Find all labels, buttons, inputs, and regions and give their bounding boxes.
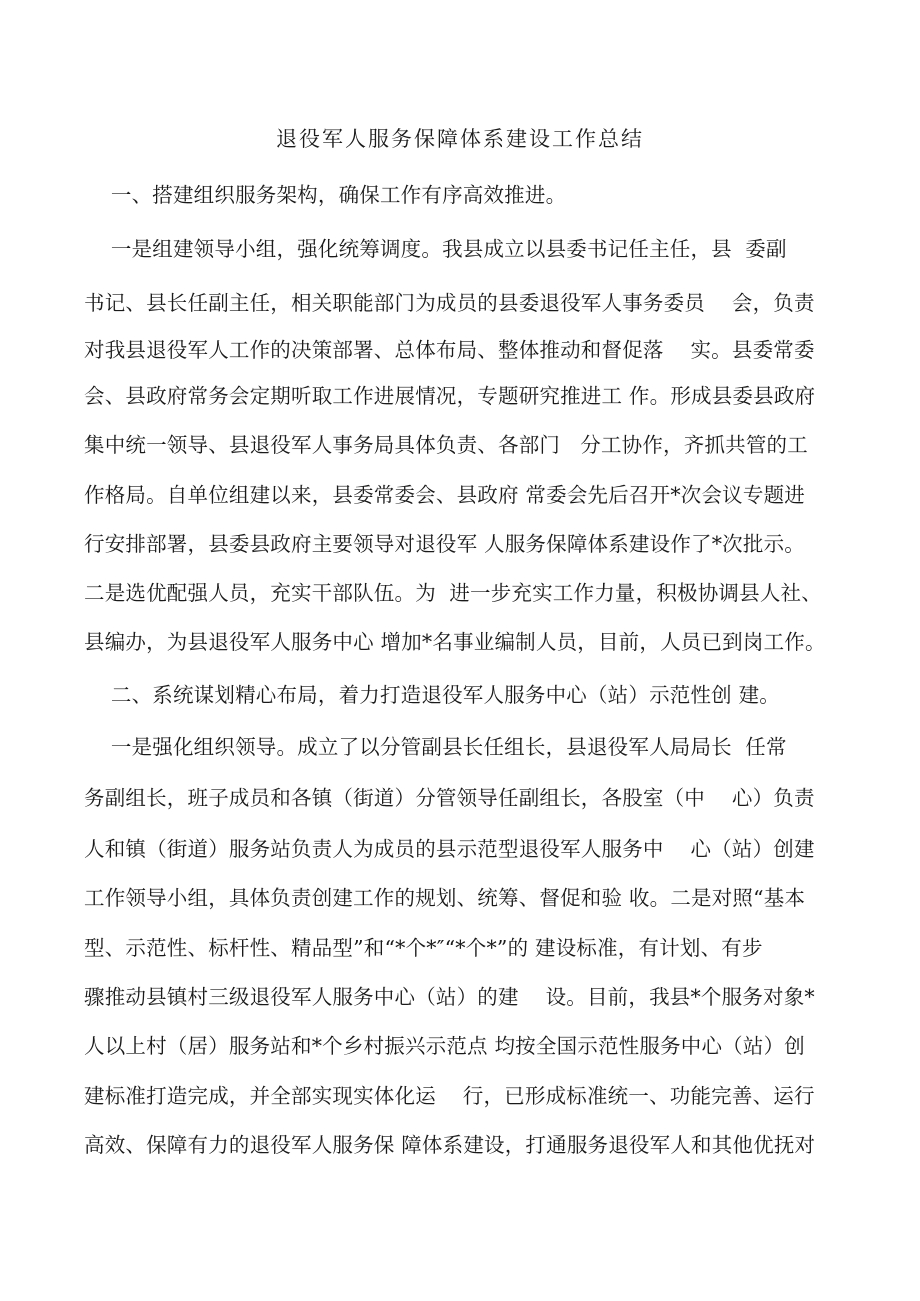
document-title: 退役军人服务保障体系建设工作总结 [276, 127, 644, 151]
paragraph-line: 书记、县长任副主任，相关职能部门为成员的县委退役军人事务委员 会，负责 [84, 291, 815, 315]
paragraph-line: 县编办，为县退役军人服务中心 增加*名事业编制人员，目前，人员已到岗工作。 [84, 630, 826, 654]
paragraph-line: 会、县政府常务会定期听取工作进展情况，专题研究推进工 作。形成县委县政府 [84, 384, 816, 408]
paragraph-line: 人以上村（居）服务站和*个乡村振兴示范点 均按全国示范性服务中心（站）创 [84, 1034, 805, 1058]
paragraph-line: 二、系统谋划精心布局，着力打造退役军人服务中心（站）示范性创 建。 [84, 683, 780, 707]
paragraph-line: 骤推动县镇村三级退役军人服务中心（站）的建 设。目前，我县*个服务对象* [84, 985, 815, 1009]
paragraph-line: 行安排部署，县委县政府主要领导对退役军 人服务保障体系建设作了*次批示。 [84, 532, 805, 556]
paragraph-line: 集中统一领导、县退役军人事务局具体负责、各部门 分工协作，齐抓共管的工 [84, 433, 808, 457]
paragraph-line: 务副组长，班子成员和各镇（街道）分管领导任副组长，各股室（中 心）负责 [84, 786, 815, 810]
paragraph-line: 一、搭建组织服务架构，确保工作有序高效推进。 [84, 183, 567, 207]
paragraph-line: 高效、保障有力的退役军人服务保 障体系建设，打通服务退役军人和其他优抚对 [84, 1133, 816, 1157]
paragraph-line: 作格局。自单位组建以来，县委常委会、县政府 常委会先后召开*次会议专题进 [84, 483, 805, 507]
paragraph-line: 工作领导小组，具体负责创建工作的规划、统筹、督促和验 收。二是对照“基本 [84, 886, 806, 910]
paragraph-line: 一是组建领导小组，强化统筹调度。我县成立以县委书记任主任，县 委副 [84, 237, 787, 261]
paragraph-line: 二是选优配强人员，充实干部队伍。为 进一步充实工作力量，积极协调县人社、 [84, 581, 822, 605]
paragraph-line: 对我县退役军人工作的决策部署、总体布局、整体推动和督促落 实。县委常委 [84, 338, 815, 362]
paragraph-line: 一是强化组织领导。成立了以分管副县长任组长，县退役军人局局长 任常 [84, 735, 787, 759]
paragraph-line: 人和镇（街道）服务站负责人为成员的县示范型退役军人服务中 心（站）创建 [84, 837, 815, 861]
paragraph-line: 建标准打造完成，并全部实现实体化运 行，已形成标准统一、功能完善、运行 [84, 1084, 815, 1108]
paragraph-line: 型、示范性、标杆性、精品型”和“*个*″“*个*”的 建设标准，有计划、有步 [84, 936, 763, 960]
